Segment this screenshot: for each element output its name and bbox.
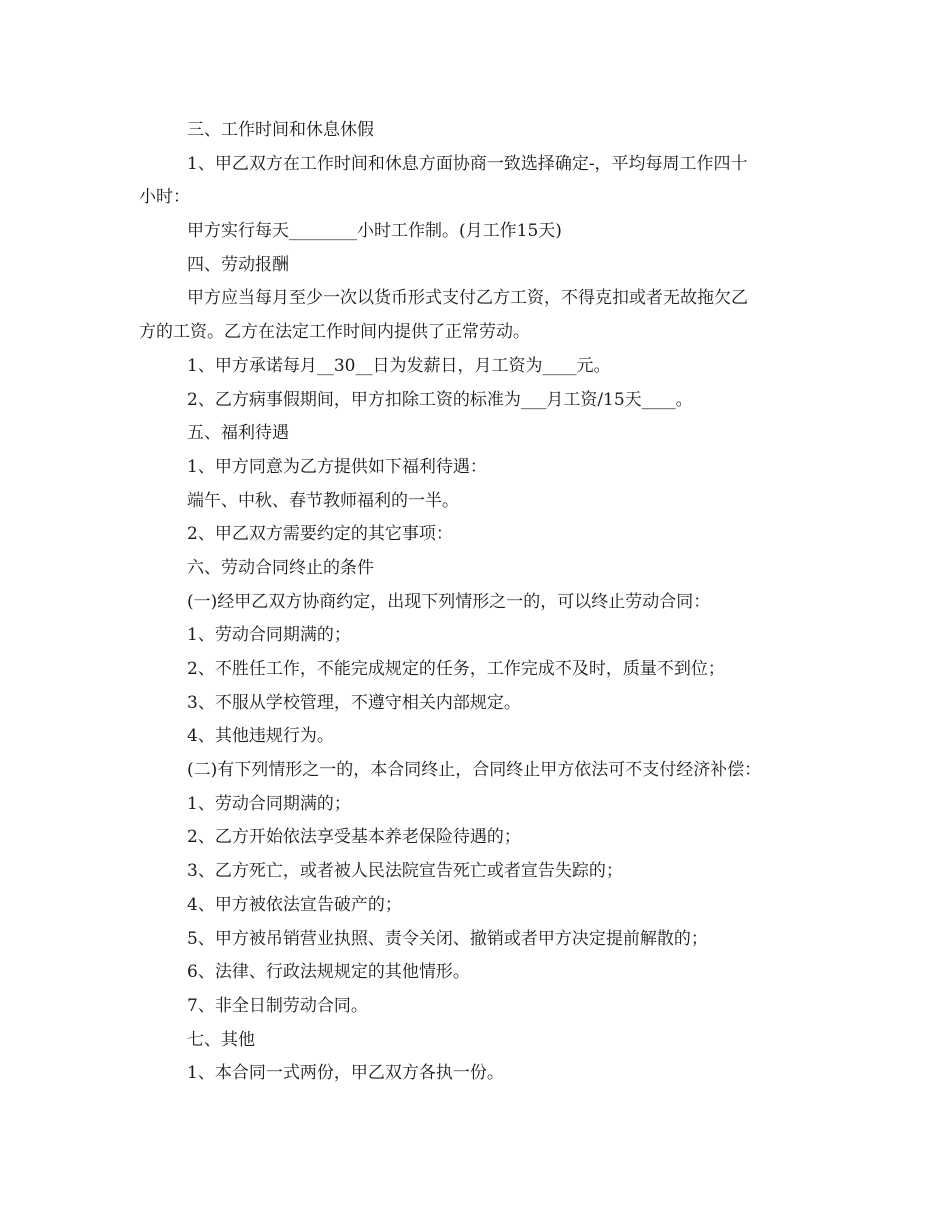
list-item: 3、不服从学校管理，不遵守相关内部规定。: [187, 692, 521, 713]
list-item: 2、乙方开始依法享受基本养老保险待遇的；: [187, 827, 521, 848]
paragraph-line: 1、本合同一式两份，甲乙双方各执一份。: [187, 1063, 504, 1084]
list-item: 1、劳动合同期满的；: [187, 793, 351, 814]
paragraph-line: 2、乙方病事假期间，甲方扣除工资的标准为___月工资/15天____。: [187, 389, 693, 410]
list-item: 4、甲方被依法宣告破产的；: [187, 894, 402, 915]
section-heading-work-hours: 三、工作时间和休息休假: [187, 120, 374, 140]
list-item: 6、法律、行政法规规定的其他情形。: [187, 962, 470, 983]
paragraph-line: 1、甲方承诺每月__30__日为发薪日，月工资为____元。: [187, 355, 611, 376]
section-heading-termination: 六、劳动合同终止的条件: [187, 557, 374, 578]
list-item: 7、非全日制劳动合同。: [187, 995, 368, 1016]
section-heading-remuneration: 四、劳动报酬: [187, 254, 289, 275]
paragraph-line: 甲方实行每天________小时工作制。(月工作15天): [187, 221, 562, 242]
list-item: 5、甲方被吊销营业执照、责令关闭、撤销或者甲方决定提前解散的；: [187, 928, 708, 949]
section-heading-other: 七、其他: [187, 1029, 255, 1050]
paragraph-line: (一)经甲乙双方协商约定，出现下列情形之一的，可以终止劳动合同：: [187, 591, 711, 612]
paragraph-line: (二)有下列情形之一的，本合同终止，合同终止甲方依法可不支付经济补偿：: [187, 760, 762, 781]
paragraph-line: 2、甲乙双方需要约定的其它事项：: [187, 524, 453, 545]
list-item: 3、乙方死亡，或者被人民法院宣告死亡或者宣告失踪的；: [187, 861, 623, 882]
paragraph-line: 1、甲方同意为乙方提供如下福利待遇：: [187, 456, 487, 477]
paragraph-line: 方的工资。乙方在法定工作时间内提供了正常劳动。: [139, 322, 530, 343]
section-heading-benefits: 五、福利待遇: [187, 423, 289, 444]
list-item: 4、其他违规行为。: [187, 726, 334, 747]
list-item: 2、不胜任工作，不能完成规定的任务，工作完成不及时，质量不到位；: [187, 659, 725, 679]
list-item: 1、劳动合同期满的；: [187, 625, 351, 646]
paragraph-line: 端午、中秋、春节教师福利的一半。: [187, 490, 459, 511]
document-body: [139, 114, 811, 1091]
paragraph-line: 小时：: [139, 187, 190, 208]
paragraph-line: 1、甲乙双方在工作时间和休息方面协商一致选择确定-，平均每周工作四十: [187, 153, 748, 174]
paragraph-line: 甲方应当每月至少一次以货币形式支付乙方工资，不得克扣或者无故拖欠乙: [187, 288, 748, 309]
